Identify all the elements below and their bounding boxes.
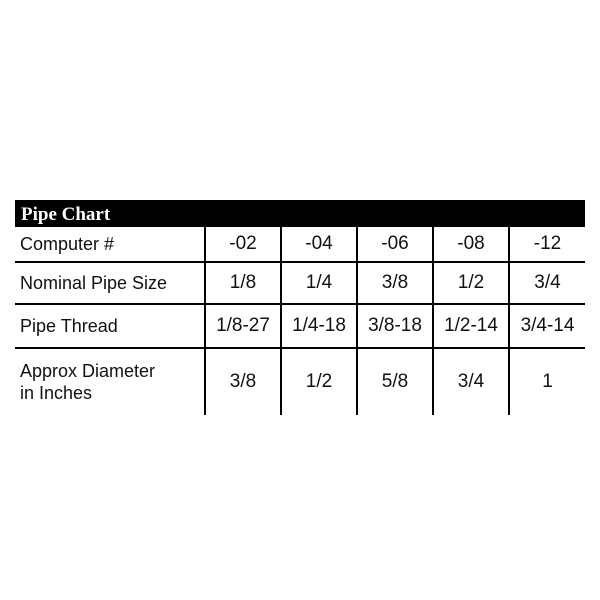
chart-title: Pipe Chart [15, 200, 585, 227]
cell-value: 1/4-18 [281, 304, 357, 348]
cell-value: 1/8 [205, 262, 281, 304]
cell-value: -02 [205, 227, 281, 262]
row-label [15, 348, 205, 415]
cell-value: 1/2 [281, 348, 357, 415]
row-nominal-pipe-size [15, 262, 585, 304]
pipe-chart [15, 200, 585, 415]
row-approx-diameter [15, 348, 585, 415]
cell-value: 3/8 [357, 262, 433, 304]
row-label-line: in Inches [20, 383, 93, 403]
cell-value: 1/8-27 [205, 304, 281, 348]
row-label-line: Approx Diameter [20, 361, 156, 381]
cell-value: 1/4 [281, 262, 357, 304]
pipe-table [15, 227, 585, 415]
cell-value: 5/8 [357, 348, 433, 415]
row-computer-number [15, 227, 585, 262]
cell-value: 3/4 [509, 262, 585, 304]
cell-value: 1 [509, 348, 585, 415]
row-label: Nominal Pipe Size [15, 262, 205, 304]
cell-value: -06 [357, 227, 433, 262]
row-label: Pipe Thread [15, 304, 205, 348]
cell-value: 3/8-18 [357, 304, 433, 348]
cell-value: -12 [509, 227, 585, 262]
cell-value: 1/2 [433, 262, 509, 304]
row-label: Computer # [15, 227, 205, 262]
cell-value: 1/2-14 [433, 304, 509, 348]
cell-value: -04 [281, 227, 357, 262]
row-pipe-thread [15, 304, 585, 348]
cell-value: 3/4 [433, 348, 509, 415]
cell-value: 3/4-14 [509, 304, 585, 348]
cell-value: 3/8 [205, 348, 281, 415]
cell-value: -08 [433, 227, 509, 262]
